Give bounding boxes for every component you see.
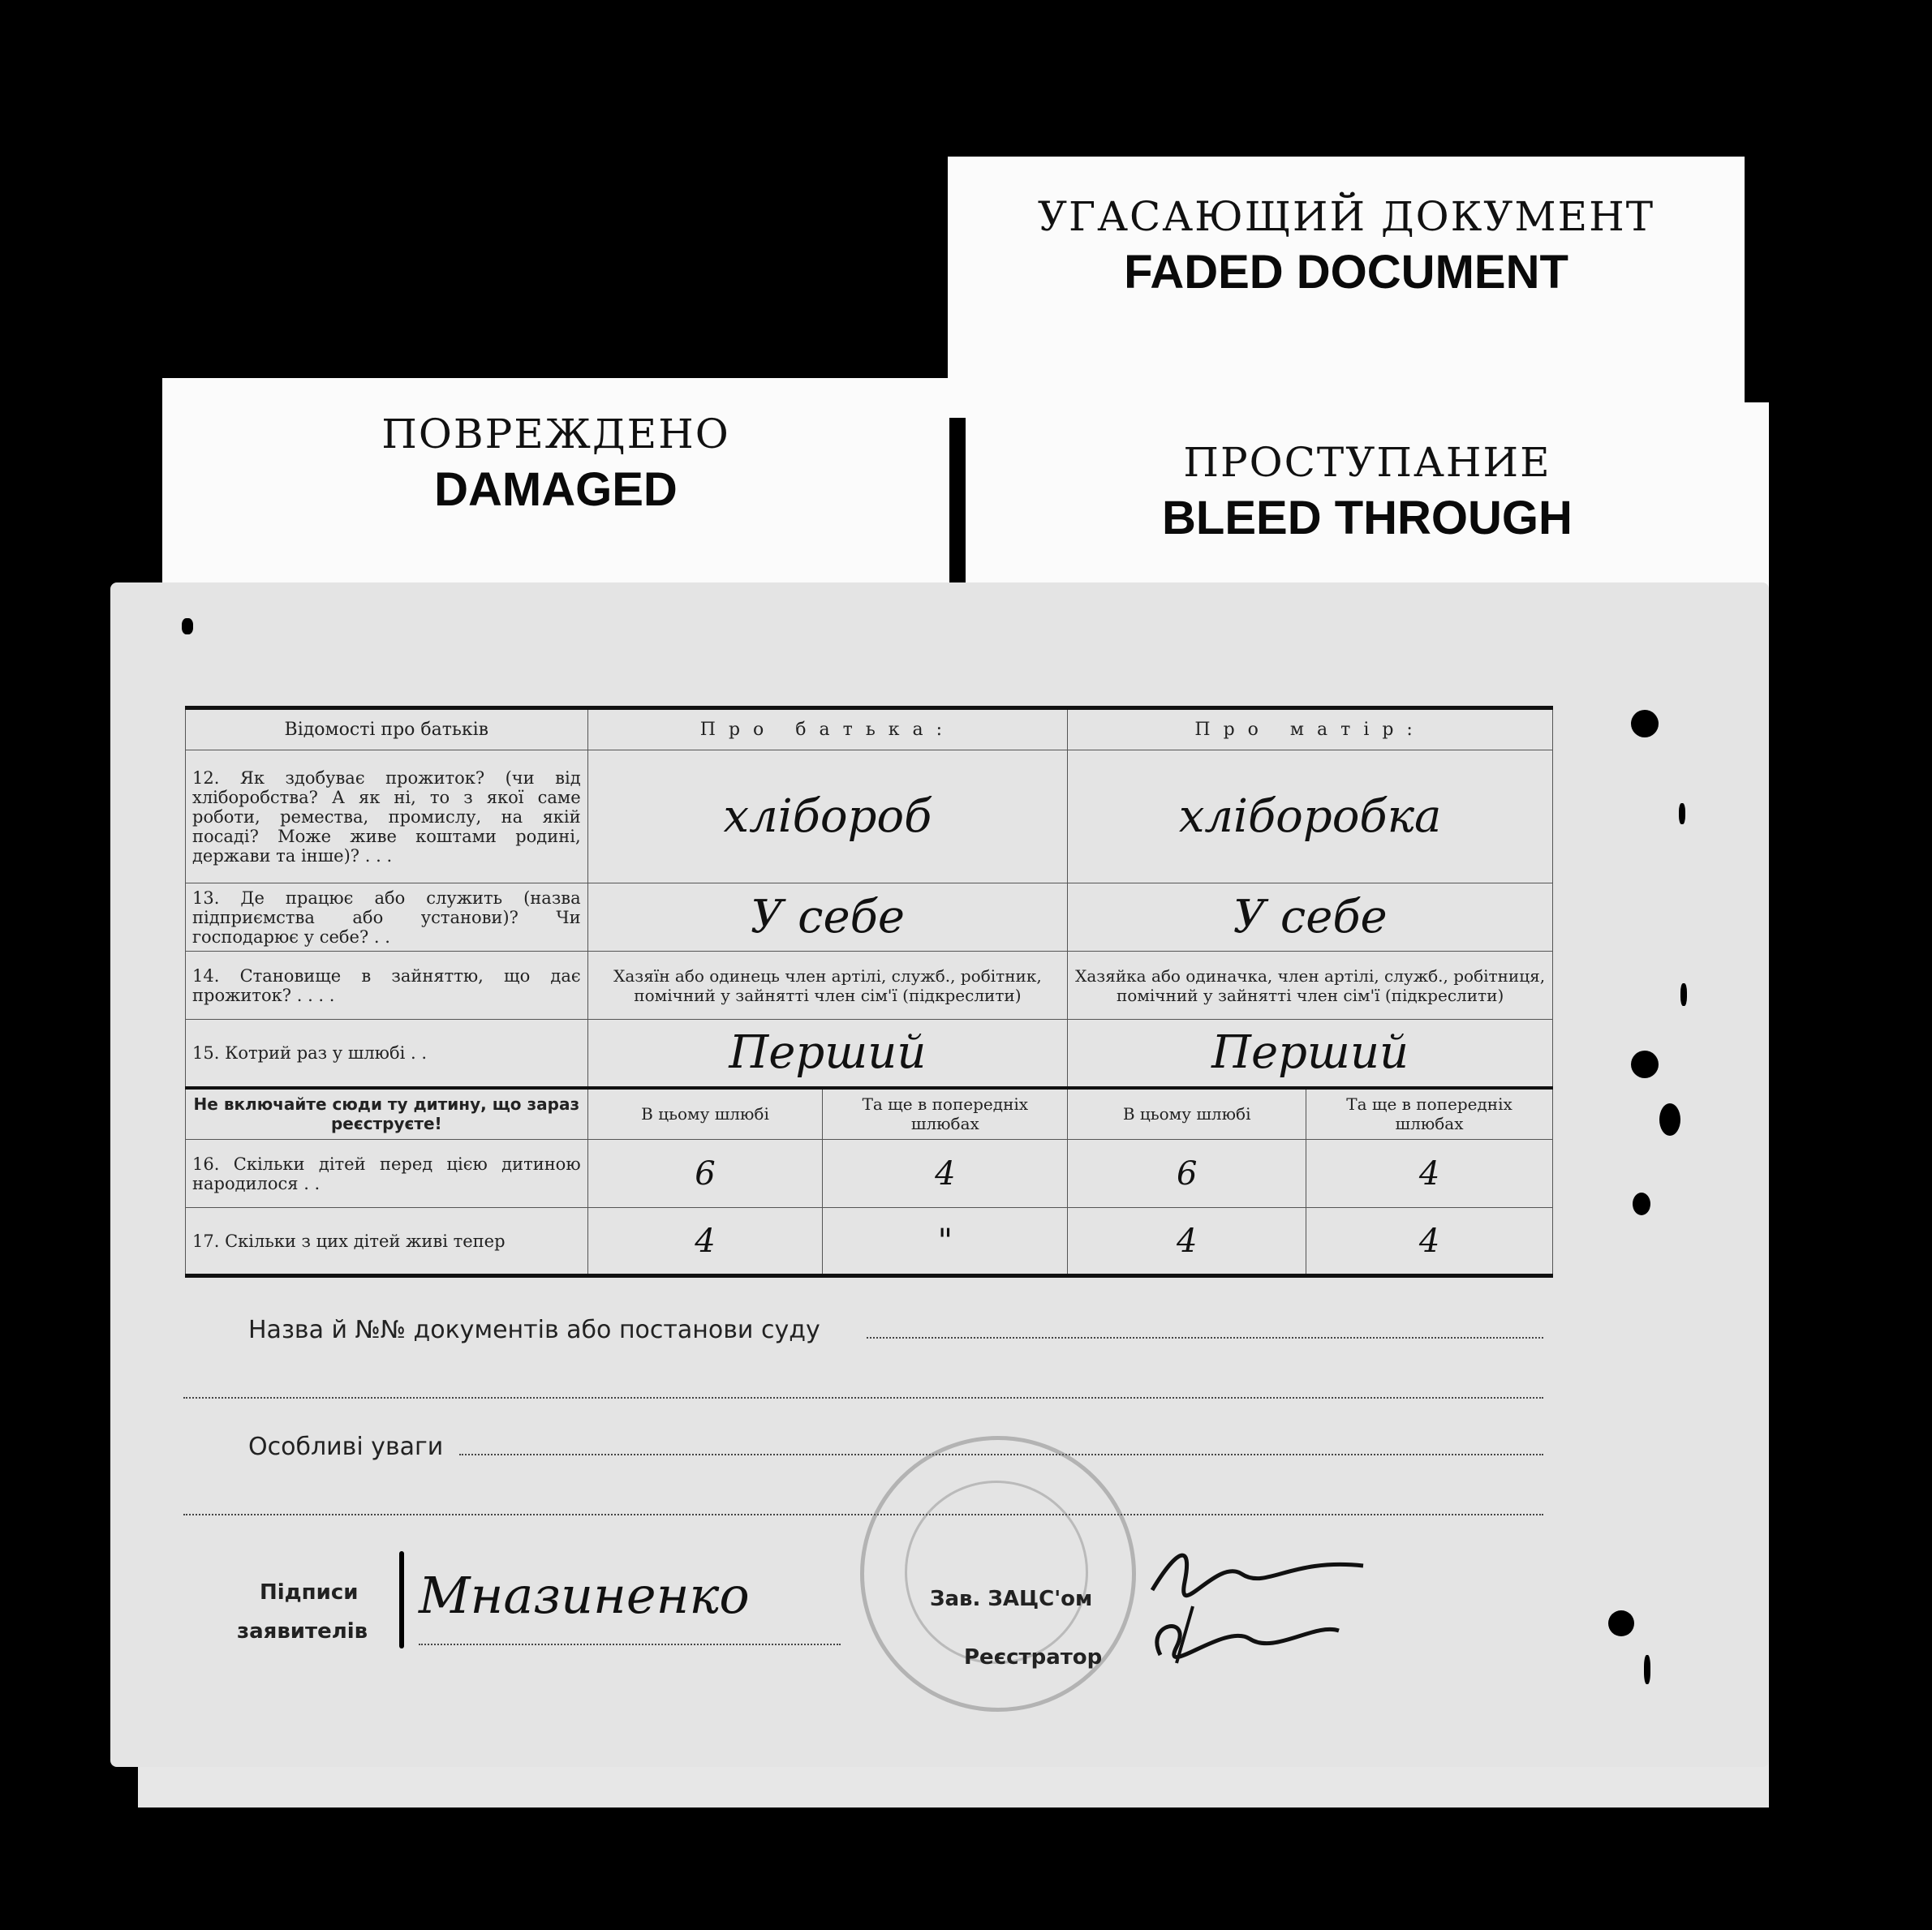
father-previous-header: Та ще в попередніх шлюбах bbox=[823, 1088, 1068, 1140]
header-label: Відомості про батьків bbox=[186, 708, 588, 750]
mother-workplace: У себе bbox=[1068, 883, 1553, 952]
q16-mother-previous: 4 bbox=[1306, 1140, 1553, 1208]
question-13: 13. Де працює або служить (назва підприємства або установи)? Чи господарює у себе? . . bbox=[186, 883, 588, 952]
exclude-child-note: Не включайте сюди ту дитину, що зараз реєструєте! bbox=[186, 1088, 588, 1140]
registrar-label: Реєстратор bbox=[964, 1645, 1103, 1670]
q16-father-previous: 4 bbox=[823, 1140, 1068, 1208]
question-14: 14. Становище в зайняттю, що дає прожиток? . . . . bbox=[186, 952, 588, 1020]
damaged-card-ru: ПОВРЕЖДЕНО bbox=[381, 411, 730, 458]
speck bbox=[182, 618, 193, 634]
father-workplace: У себе bbox=[587, 883, 1068, 952]
mother-this-marriage-header: В цьому шлюбі bbox=[1068, 1088, 1306, 1140]
mother-status-options: Хазяйка або одиначка, член артілі, служб., робітниця, помічний у зайнятті член сім'ї (підкреслити) bbox=[1068, 952, 1553, 1020]
faded-card-ru: УГАСАЮЩИЙ ДОКУМЕНТ bbox=[1037, 193, 1655, 240]
head-label: Зав. ЗАЦС'ом bbox=[930, 1587, 1093, 1611]
father-marriage-count: Перший bbox=[587, 1020, 1068, 1088]
bleed-through-card bbox=[966, 402, 1769, 601]
header-father: Про батька: bbox=[587, 708, 1068, 750]
q17-father-previous: " bbox=[823, 1208, 1068, 1276]
documents-line-2 bbox=[183, 1397, 1543, 1399]
father-this-marriage-header: В цьому шлюбі bbox=[587, 1088, 823, 1140]
q17-father-this: 4 bbox=[587, 1208, 823, 1276]
official-stamp-inner bbox=[905, 1481, 1088, 1664]
bleed-card-en: BLEED THROUGH bbox=[1162, 492, 1573, 544]
question-16: 16. Скільки дітей перед цією дитиною народилося . . bbox=[186, 1140, 588, 1208]
question-15: 15. Котрий раз у шлюбі . . bbox=[186, 1020, 588, 1088]
question-12: 12. Як здобуває прожиток? (чи від хліборобства? А як ні, то з якої саме роботи, ремества, промислу, на якій посаді? Може живе коштами родині, держави та інше)? . . . bbox=[186, 750, 588, 883]
speck bbox=[1644, 1655, 1650, 1684]
punch-hole bbox=[1659, 1103, 1680, 1136]
documents-label: Назва й №№ документів або постанови суду bbox=[248, 1316, 820, 1344]
remarks-line-2 bbox=[183, 1514, 1543, 1515]
faded-document-card bbox=[948, 157, 1745, 418]
damaged-card-en: DAMAGED bbox=[434, 463, 678, 516]
signatures-label-1: Підписи bbox=[260, 1580, 359, 1605]
documents-line bbox=[867, 1337, 1543, 1339]
question-17: 17. Скільки з цих дітей живі тепер bbox=[186, 1208, 588, 1276]
q16-mother-this: 6 bbox=[1068, 1140, 1306, 1208]
applicant-signature-line bbox=[419, 1644, 841, 1645]
official-signatures bbox=[1128, 1525, 1388, 1687]
punch-hole bbox=[1633, 1193, 1650, 1215]
q16-father-this: 6 bbox=[587, 1140, 823, 1208]
bleed-card-ru: ПРОСТУПАНИЕ bbox=[1183, 439, 1551, 486]
parents-info-table bbox=[185, 706, 1553, 1278]
applicant-signature: Мназиненко bbox=[419, 1566, 750, 1625]
punch-hole bbox=[1631, 710, 1659, 737]
speck bbox=[1679, 803, 1685, 824]
punch-hole bbox=[1608, 1610, 1634, 1636]
punch-hole bbox=[1631, 1051, 1659, 1078]
signature-brace bbox=[399, 1551, 404, 1648]
header-mother: Про матір: bbox=[1068, 708, 1553, 750]
q17-mother-this: 4 bbox=[1068, 1208, 1306, 1276]
mother-previous-header: Та ще в попередніх шлюбах bbox=[1306, 1088, 1553, 1140]
faded-card-en: FADED DOCUMENT bbox=[1124, 246, 1568, 299]
remarks-label: Особливі уваги bbox=[248, 1433, 444, 1461]
damaged-card bbox=[162, 378, 949, 597]
mother-marriage-count: Перший bbox=[1068, 1020, 1553, 1088]
q17-mother-previous: 4 bbox=[1306, 1208, 1553, 1276]
father-status-options: Хазяїн або одинець член артілі, служб., робітник, помічний у зайнятті член сім'ї (підкреслити) bbox=[587, 952, 1068, 1020]
father-occupation: хлібороб bbox=[587, 750, 1068, 883]
signatures-label-2: заявителів bbox=[237, 1619, 368, 1644]
speck bbox=[1680, 983, 1687, 1006]
mother-occupation: хліборобка bbox=[1068, 750, 1553, 883]
